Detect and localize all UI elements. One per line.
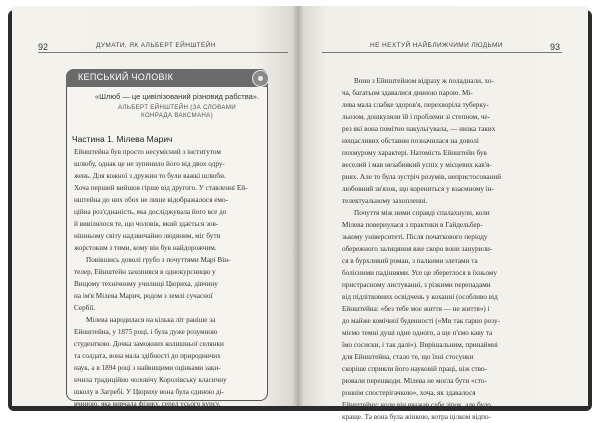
right-page [298, 6, 588, 421]
running-head-right: НЕ НЕХТУЙ НАЙБЛИЖЧИМИ ЛЮДЬМИ [370, 42, 503, 49]
text-line: скоріше сприяли його науковій праці, ніж ство- [342, 365, 487, 373]
callout-quote: «Шлюб — це цивілізований різновид рабства». [94, 92, 260, 101]
text-line: Хоча перший вийшов гірше від другого. У ставленні Ей- [74, 184, 248, 192]
text-line: нішньому світу надзвичайно людяним, міг бути [74, 232, 221, 240]
text-line: телер, Ейнштейн захопився в однокурсницю у [74, 268, 216, 276]
text-line: Почуття між ними справді спалахнули, коли [354, 209, 490, 217]
text-line: Мілева народилася на кілька літ раніше за [86, 316, 216, 324]
page-number-left: 92 [38, 42, 49, 52]
text-line: Ейнштейна, у 1875 році, і була дуже розумною [74, 328, 218, 336]
text-line: жень. Для кожної з дружин то були важкі шлюби. [74, 172, 226, 180]
circle-badge-icon [252, 70, 269, 87]
text-line: Вони з Ейнштейном відразу ж поладнали, хо- [354, 77, 494, 85]
open-book [8, 6, 592, 421]
text-line: рнях. Але то була зустріч розумів, непристосований [342, 173, 502, 181]
text-line: Вищому технічному училищі Цюриха, дівчину [74, 280, 218, 288]
text-line: обережного залицяння вже скоро вони занурили- [342, 245, 493, 253]
header-rule-right [322, 52, 562, 53]
text-line: похмурому характері. Натомість Ейнштейн був [342, 149, 487, 157]
attribution-line: КОНРАДА ВАКСМАНА) [141, 112, 213, 119]
text-line: міємо темні душі одне одного, а ще п'ємо каву та [342, 329, 493, 337]
text-line: льозом, дошкуляли їй і проблеми зі степном, че- [342, 113, 490, 121]
text-line: краще. Та вона була жінкою, котра цілком відпо- [342, 413, 491, 421]
attribution-line: АЛЬБЕРТ ЕЙНШТЕЙН (ЗА СЛОВАМИ [117, 104, 236, 111]
text-line: наук, а в 1894 році з найвищими оцінками заки- [74, 364, 221, 372]
text-line: роннім спостерігачкою», хоча, як здавалося [342, 389, 476, 397]
text-line: Ейнштейна: «без тебе моє життя — не життя») і [342, 305, 490, 313]
text-line: та солдата, вона мала здібності до природничих [74, 352, 221, 360]
text-line: ційна роз'єднаність, яка досліджувала його все до [74, 208, 227, 216]
book-spine [292, 6, 304, 406]
text-line: лева мала слабке здоров'я, перехворіла туберку- [342, 101, 489, 109]
text-line: школу в Загребі. У Цюриху вона була єдиною ді- [74, 388, 224, 396]
text-line: й вивілялося те, що чоловік, який здається зов- [74, 220, 219, 228]
text-line: для Ейнштейна, стало те, що їхні стосунки [342, 353, 474, 361]
text-line: телектуальному захопленні. [342, 197, 428, 205]
page-number-right: 93 [550, 42, 561, 52]
text-line: студенткою. Дочка заможних колишньої селянки [74, 340, 224, 348]
text-line: нчила традиційно чоловічу Королівську класичну [74, 376, 227, 384]
text-line: шлюбу, однак це не зупинило його від двох одру- [74, 160, 225, 168]
text-line: пристрасному листуванні, з різкими перепадами [342, 281, 491, 289]
text-line: на ім'я Мілева Марич, родом з землі сучасної [74, 292, 213, 300]
quote-attribution [92, 104, 262, 120]
text-line: нштейна до них обох не лише відображалося емо- [74, 196, 229, 204]
text-line: вчиною, яка вивчала фізику, серед усього курсу. [74, 400, 221, 408]
text-line: болісними падіннями. Усе це збереглося в їхньому [342, 269, 497, 277]
callout-title: КЕПСЬКИЙ ЧОЛОВІК [78, 72, 174, 82]
text-line: Ейнштейну; коли він вважав себе зірок, але було [342, 401, 491, 409]
text-line: любовний зв'язок, що корениться у взаємному ін- [342, 185, 495, 193]
text-line: ча, багатьом здавалися дивною парою. Мі- [342, 89, 473, 97]
text-line: рез які вона помітно накульгувала, — низка таких [342, 125, 496, 133]
text-line: їмо сосиски, і так далі»). Вирішальним, принаймні [342, 341, 498, 349]
text-line: Мілева повернулася з практики в Гайдельбер- [342, 221, 483, 229]
text-line: зькому університеті. Після початкового періоду [342, 233, 488, 241]
right-body-text [342, 75, 542, 423]
text-line: жорстоким з тими, кому він був найдорожчим. [74, 244, 217, 252]
header-rule-left [38, 52, 288, 53]
text-line: нещасливих обставин позначилася на доволі [342, 137, 479, 145]
text-line: Повівшись доволі грубо з почуттями Марі Він- [86, 256, 231, 264]
left-page [12, 6, 298, 406]
text-line: рювали перешкоди. Мілева не могла бути «сто- [342, 377, 487, 385]
text-line: від підлітковиих освідчень у коханні (особливо від [342, 293, 498, 301]
text-line: ся в бурхливий роман, з палкими злетами та [342, 257, 478, 265]
text-line: веселий і мав незабиякий успіх у місцевих кав'я- [342, 161, 492, 169]
text-line: Сербії. [74, 304, 96, 312]
running-head-left: ДУМАТИ, ЯК АЛЬБЕРТ ЕЙНШТЕЙН [96, 42, 216, 49]
text-line: до майже комічної буденності («Ми так гарно розу- [342, 317, 500, 325]
left-body-text [74, 146, 260, 410]
section-subheading: Частина 1. Мілева Марич [72, 134, 173, 144]
text-line: Ейнштейна був просто несумісний з інститутом [74, 148, 221, 156]
